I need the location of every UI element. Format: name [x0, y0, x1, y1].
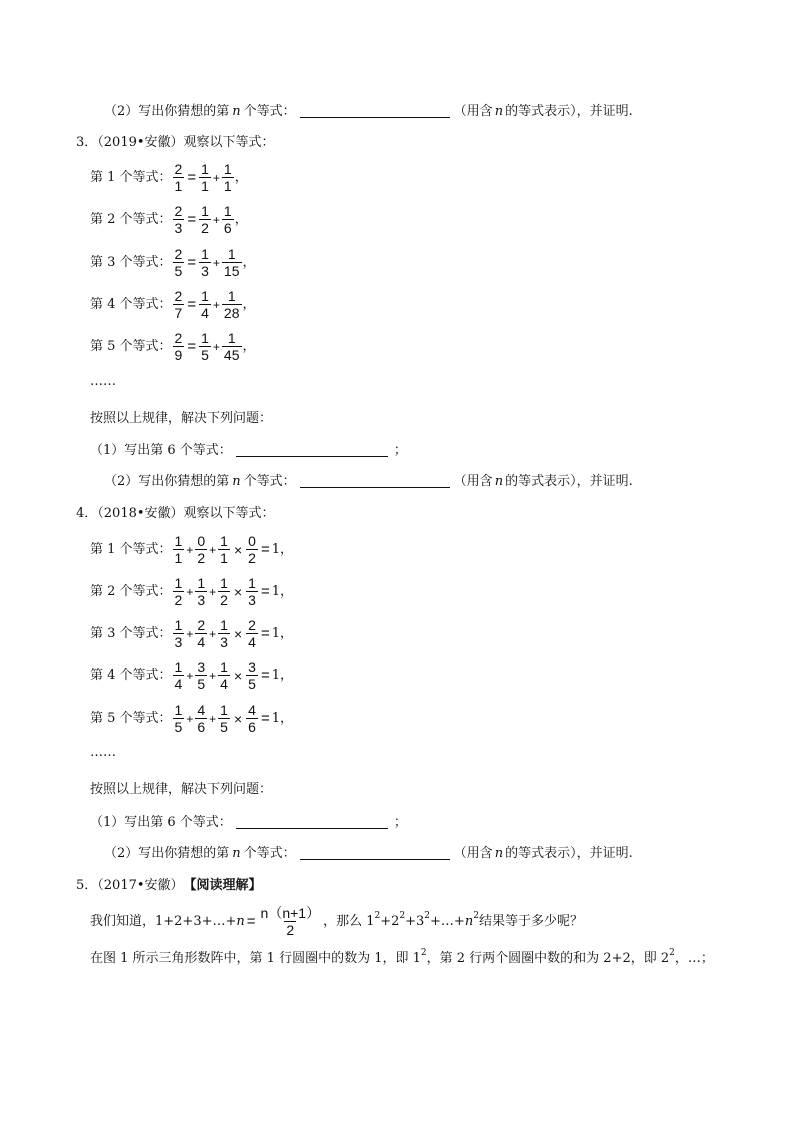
plus-sign: +: [209, 668, 217, 683]
fraction-term1-denominator: 3: [201, 263, 209, 279]
fraction-term2-numerator: 1: [223, 203, 232, 219]
fraction-4-numerator: 0: [248, 533, 256, 549]
fraction-1-numerator: 1: [174, 659, 183, 675]
equals-sign: =: [187, 211, 197, 228]
fraction-4-numerator: 4: [248, 702, 256, 718]
q2-part2-var: n: [232, 104, 241, 119]
equals-sign: =: [260, 625, 270, 642]
fraction-term2: [222, 331, 242, 362]
fraction-term1-denominator: 5: [201, 347, 209, 363]
q5-line1-equals: =: [246, 913, 256, 930]
fraction-1-denominator: 1: [174, 550, 183, 566]
equals-sign: =: [187, 254, 197, 271]
plus-sign: +: [209, 584, 217, 599]
equation-result: 1: [271, 584, 280, 599]
q5-line1-var: n: [236, 914, 245, 929]
fraction-lhs-numerator: 2: [174, 288, 183, 304]
fraction-1-numerator: 1: [174, 575, 183, 591]
plus-sign: +: [209, 542, 217, 557]
fraction-3-numerator: 1: [220, 575, 228, 591]
fraction-2-denominator: 2: [197, 550, 206, 566]
plus-sign: +: [186, 584, 194, 599]
q5-line1-sup4: 2: [473, 911, 479, 921]
fraction-2: [195, 576, 207, 607]
q2-part2-suffix-a: （用含: [453, 104, 493, 119]
q4-part1-answer-blank[interactable]: [236, 816, 388, 829]
q3-part2-answer-blank[interactable]: [300, 475, 450, 488]
equation-result: 1: [271, 626, 280, 641]
fraction-2-denominator: 6: [197, 719, 206, 735]
plus-sign: +: [212, 339, 220, 354]
q3-equation-row: [90, 331, 256, 362]
fraction-2-numerator: 2: [197, 617, 206, 633]
fraction-term1: [199, 204, 211, 235]
equation-result: 1: [271, 711, 280, 726]
fraction-4: [246, 660, 258, 691]
q2-part2: [104, 105, 633, 118]
fraction-3-denominator: 1: [220, 550, 228, 566]
fraction-term1-numerator: 1: [201, 203, 209, 219]
q5-line1-var2: n: [464, 914, 474, 929]
q5-line2-b: ，第 2 行两个圆圈中数的和为 2+2，即 2: [426, 951, 670, 966]
plus-sign: +: [186, 711, 194, 726]
equation-result: 1: [271, 542, 280, 557]
q4-equation-row: [90, 576, 293, 607]
fraction-term2-denominator: 15: [223, 263, 240, 279]
q3-part1-end: ；: [393, 443, 407, 458]
fraction-term2-numerator: 1: [223, 161, 232, 177]
fraction-lhs: [173, 331, 185, 362]
fraction-3-numerator: 1: [220, 533, 228, 549]
q5-line2-sup1: 2: [420, 948, 427, 958]
fraction-term1: [199, 247, 211, 278]
q4-equation-row: [90, 660, 293, 691]
q3-part2-suffix-a: （用含: [453, 474, 493, 489]
q4-equation-row: [90, 534, 293, 565]
fraction-lhs: [173, 289, 185, 320]
equation-result: 1: [271, 668, 280, 683]
equation-label: 第 2 个等式：: [90, 212, 172, 227]
fraction-4-numerator: 1: [248, 575, 256, 591]
q5-header-tag: 【阅读理解】: [183, 878, 262, 893]
fraction-4-numerator: 3: [248, 659, 256, 675]
fraction-1-denominator: 2: [174, 592, 183, 608]
equals-sign: =: [260, 710, 270, 727]
fraction-2-denominator: 5: [197, 676, 206, 692]
fraction-term2-numerator: 1: [227, 330, 236, 346]
fraction-lhs-denominator: 3: [174, 220, 183, 236]
fraction-2: [195, 660, 207, 691]
fraction-1: [173, 534, 185, 565]
fraction-lhs-numerator: 2: [174, 330, 183, 346]
fraction-2-numerator: 0: [197, 533, 206, 549]
fraction-1: [173, 660, 185, 691]
q4-part2-suffix-b: 的等式表示），并证明.: [505, 846, 633, 861]
q5-line1: [90, 906, 583, 937]
q3-part1: [90, 444, 407, 457]
fraction-3: [218, 534, 230, 565]
fraction-4-denominator: 6: [248, 719, 256, 735]
plus-sign: +: [212, 297, 220, 312]
plus-sign: +: [212, 170, 220, 185]
equation-label: 第 1 个等式：: [90, 542, 172, 557]
plus-sign: +: [186, 668, 194, 683]
fraction-1-numerator: 1: [174, 702, 183, 718]
fraction-term1: [199, 331, 211, 362]
fraction-term2-denominator: 6: [223, 220, 232, 236]
q2-part2-suffix-b: 的等式表示），并证明.: [505, 104, 633, 119]
q2-part2-suffix-var: n: [494, 104, 504, 119]
q2-part2-middle: 个等式：: [243, 104, 296, 119]
fraction-2-numerator: 4: [197, 702, 206, 718]
q4-part2-answer-blank[interactable]: [300, 847, 450, 860]
fraction-term1-numerator: 1: [201, 161, 209, 177]
fraction-4-denominator: 5: [248, 676, 256, 692]
q3-part2-suffix-b: 的等式表示），并证明.: [505, 474, 633, 489]
fraction-2-numerator: 3: [197, 659, 206, 675]
q2-part2-prefix: （2）写出你猜想的第: [104, 104, 230, 119]
q4-equation-row: [90, 703, 293, 734]
times-sign: ×: [233, 541, 243, 558]
q3-part2-var: n: [232, 474, 241, 489]
q4-part1-prefix: （1）写出第 6 个等式：: [90, 815, 232, 830]
q3-part2: [104, 475, 633, 488]
equals-sign: =: [187, 169, 197, 186]
q4-instruction: 按照以上规律，解决下列问题：: [90, 782, 273, 797]
q5-line1-sup1: 2: [374, 911, 381, 921]
fraction-1: [173, 576, 185, 607]
plus-sign: +: [186, 542, 194, 557]
q5-line2-sup2: 2: [669, 948, 675, 958]
fraction-1-denominator: 3: [174, 634, 183, 650]
equation-end: ，: [242, 255, 256, 270]
fraction-4: [246, 703, 258, 734]
times-sign: ×: [233, 583, 243, 600]
equation-end: ，: [280, 542, 294, 557]
fraction-term2: [222, 204, 234, 235]
q3-equation-row: [90, 162, 248, 193]
plus-sign: +: [186, 626, 194, 641]
q5-line1-sup2: 2: [399, 911, 406, 921]
fraction-1: [173, 703, 185, 734]
q5-line1-end: 结果等于多少呢？: [478, 914, 583, 929]
fraction-3: [218, 660, 230, 691]
plus-sign: +: [212, 212, 220, 227]
equals-sign: =: [260, 583, 270, 600]
fraction-1-denominator: 4: [174, 676, 183, 692]
times-sign: ×: [233, 625, 243, 642]
equation-end: ，: [234, 212, 248, 227]
times-sign: ×: [233, 710, 243, 727]
equals-sign: =: [187, 338, 197, 355]
q4-part2-suffix-a: （用含: [453, 846, 493, 861]
q5-line1-p2: +2: [380, 914, 400, 929]
fraction-term2-numerator: 1: [227, 246, 236, 262]
fraction-3-numerator: 1: [220, 659, 228, 675]
fraction-1-denominator: 5: [174, 719, 183, 735]
fraction-term2-denominator: 45: [223, 347, 240, 363]
q5-sum-denominator: 2: [286, 922, 295, 938]
times-sign: ×: [233, 667, 243, 684]
fraction-2-denominator: 3: [197, 592, 206, 608]
equation-label: 第 1 个等式：: [90, 170, 172, 185]
q3-part1-answer-blank[interactable]: [236, 444, 388, 457]
fraction-term1-denominator: 2: [201, 220, 209, 236]
fraction-1-numerator: 1: [174, 533, 183, 549]
fraction-3-denominator: 5: [220, 719, 228, 735]
equation-label: 第 4 个等式：: [90, 297, 172, 312]
fraction-4-denominator: 3: [248, 592, 256, 608]
fraction-term1-numerator: 1: [201, 288, 209, 304]
fraction-term2-denominator: 1: [223, 178, 232, 194]
plus-sign: +: [209, 711, 217, 726]
equation-end: ，: [280, 584, 294, 599]
q3-ellipsis: ……: [90, 374, 116, 389]
q4-part1-end: ；: [393, 815, 407, 830]
fraction-term2-denominator: 28: [223, 305, 240, 321]
q4-part2-middle: 个等式：: [243, 846, 296, 861]
q4-header: 4．（2018•安徽）观察以下等式：: [76, 506, 275, 521]
fraction-term1-numerator: 1: [201, 330, 209, 346]
fraction-4-numerator: 2: [248, 617, 256, 633]
fraction-3-numerator: 1: [220, 702, 228, 718]
q4-part1: [90, 816, 407, 829]
q3-part2-middle: 个等式：: [243, 474, 296, 489]
fraction-2: [195, 618, 207, 649]
q3-part1-prefix: （1）写出第 6 个等式：: [90, 443, 232, 458]
q4-ellipsis: ……: [90, 745, 116, 760]
equals-sign: =: [187, 296, 197, 313]
q5-line1-p4: +…+: [430, 914, 465, 929]
q4-part2: [104, 847, 633, 860]
equation-end: ，: [280, 711, 294, 726]
q2-part2-answer-blank[interactable]: [300, 105, 450, 118]
q5-line1-sup3: 2: [424, 911, 431, 921]
fraction-term1: [199, 162, 211, 193]
fraction-1: [173, 618, 185, 649]
fraction-4-denominator: 4: [248, 634, 256, 650]
fraction-3-denominator: 4: [220, 676, 228, 692]
fraction-3: [218, 703, 230, 734]
fraction-lhs-denominator: 7: [174, 305, 183, 321]
fraction-term1-numerator: 1: [201, 246, 209, 262]
q4-part2-var: n: [232, 846, 241, 861]
fraction-lhs-denominator: 9: [174, 347, 183, 363]
equation-label: 第 3 个等式：: [90, 626, 172, 641]
fraction-lhs-denominator: 1: [174, 178, 183, 194]
q5-header-source: 5．（2017•安徽）: [76, 878, 184, 893]
q4-part2-suffix-var: n: [494, 846, 504, 861]
q5-sum-fraction: [259, 906, 323, 937]
fraction-2-denominator: 4: [197, 634, 206, 650]
fraction-lhs: [173, 162, 185, 193]
q5-line2-c: ，…；: [674, 951, 714, 966]
q5-sum-numerator: n（n+1）: [260, 905, 321, 921]
equation-end: ，: [234, 170, 248, 185]
fraction-lhs-denominator: 5: [174, 263, 183, 279]
fraction-2: [195, 703, 207, 734]
fraction-term1: [199, 289, 211, 320]
fraction-4: [246, 618, 258, 649]
q5-line1-prefix: 我们知道，1+2+3+…+: [90, 914, 237, 929]
equation-end: ，: [280, 626, 294, 641]
fraction-lhs-numerator: 2: [174, 161, 183, 177]
equals-sign: =: [260, 667, 270, 684]
equation-end: ，: [242, 297, 256, 312]
fraction-3-denominator: 3: [220, 634, 228, 650]
q3-instruction: 按照以上规律，解决下列问题：: [90, 411, 273, 426]
equation-end: ，: [280, 668, 294, 683]
q3-part2-prefix: （2）写出你猜想的第: [104, 474, 230, 489]
fraction-lhs: [173, 204, 185, 235]
equation-label: 第 4 个等式：: [90, 668, 172, 683]
plus-sign: +: [212, 255, 220, 270]
equation-label: 第 2 个等式：: [90, 584, 172, 599]
fraction-term1-denominator: 4: [201, 305, 209, 321]
equation-end: ，: [242, 339, 256, 354]
fraction-2: [195, 534, 207, 565]
equation-label: 第 5 个等式：: [90, 339, 172, 354]
equals-sign: =: [260, 541, 270, 558]
q5-line2-a: 在图 1 所示三角形数阵中，第 1 行圆圈中的数为 1，即 1: [90, 951, 421, 966]
q5-header: [76, 879, 262, 892]
fraction-4-denominator: 2: [248, 550, 256, 566]
fraction-lhs-numerator: 2: [174, 203, 183, 219]
q4-equation-row: [90, 618, 293, 649]
fraction-lhs-numerator: 2: [174, 246, 183, 262]
fraction-3-numerator: 1: [220, 617, 228, 633]
q3-part2-suffix-var: n: [494, 474, 504, 489]
plus-sign: +: [209, 626, 217, 641]
q5-line2: [90, 948, 714, 966]
fraction-2-numerator: 1: [197, 575, 206, 591]
fraction-term2: [222, 247, 242, 278]
fraction-4: [246, 576, 258, 607]
fraction-3-denominator: 2: [220, 592, 228, 608]
q3-header: 3．（2019•安徽）观察以下等式：: [76, 135, 275, 150]
equation-label: 第 3 个等式：: [90, 255, 172, 270]
q5-line1-mid: ，那么 1: [323, 914, 375, 929]
q4-part2-prefix: （2）写出你猜想的第: [104, 846, 230, 861]
q3-equation-row: [90, 204, 248, 235]
fraction-term2: [222, 289, 242, 320]
q3-equation-row: [90, 289, 256, 320]
fraction-4: [246, 534, 258, 565]
equation-label: 第 5 个等式：: [90, 711, 172, 726]
fraction-term2: [222, 162, 234, 193]
fraction-term1-denominator: 1: [201, 178, 209, 194]
fraction-3: [218, 618, 230, 649]
fraction-1-numerator: 1: [174, 617, 183, 633]
fraction-lhs: [173, 247, 185, 278]
fraction-3: [218, 576, 230, 607]
q5-line1-p3: +3: [405, 914, 425, 929]
fraction-term2-numerator: 1: [227, 288, 236, 304]
q3-equation-row: [90, 247, 256, 278]
